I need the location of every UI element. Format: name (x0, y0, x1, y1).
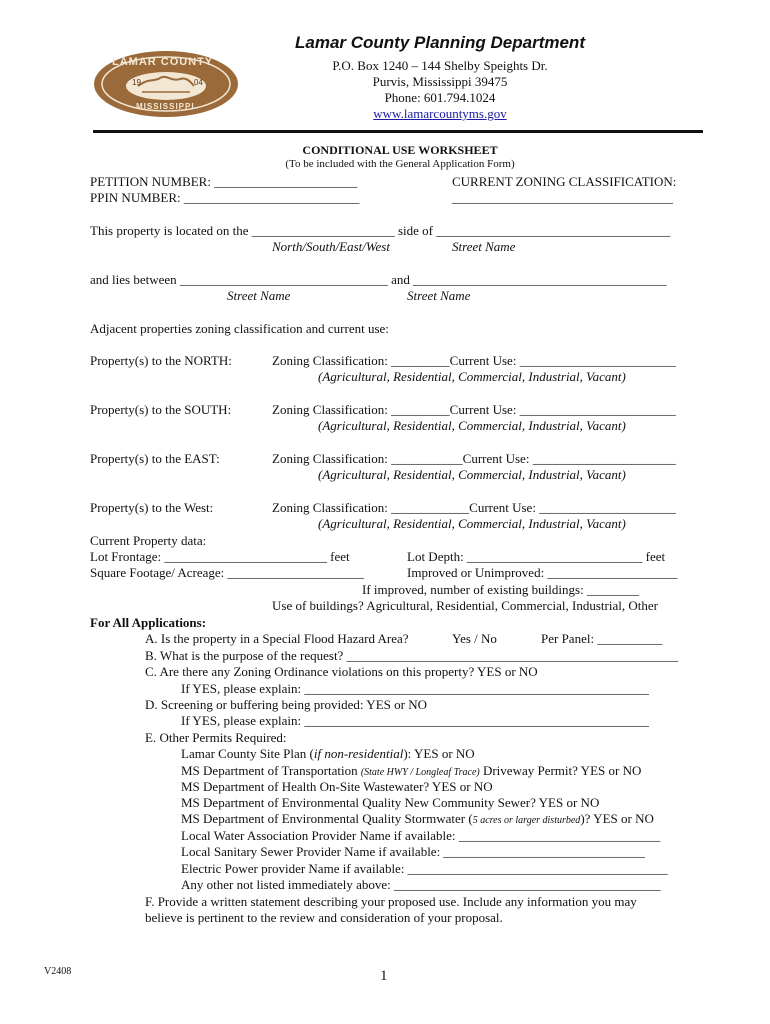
website-link[interactable]: www.lamarcountyms.gov (373, 106, 507, 121)
county-logo (90, 48, 242, 120)
question-f-line-2: believe is pertinent to the review and consideration of your proposal. (145, 910, 503, 925)
address-line-2: Purvis, Mississippi 39475 (372, 74, 508, 89)
square-footage-field[interactable]: Square Footage/ Acreage: _____________________ (90, 565, 365, 580)
water-provider-field[interactable]: Local Water Association Provider Name if available: _______________________________ (181, 828, 661, 843)
petition-number-field[interactable]: PETITION NUMBER: ______________________ (90, 174, 358, 189)
permit-transportation-answer: Driveway Permit? YES or NO (479, 763, 642, 778)
header-divider (93, 130, 703, 133)
question-b-field[interactable]: B. What is the purpose of the request? ___________________________________________________ (145, 648, 679, 663)
permit-transportation-text: MS Department of Transportation (181, 763, 361, 778)
permit-transportation-note: (State HWY / Longleaf Trace) (360, 767, 480, 778)
adjacent-east-field[interactable]: Zoning Classification: ___________Current Use: ______________________ (272, 451, 676, 466)
question-d[interactable]: D. Screening or buffering being provided: YES or NO (145, 697, 427, 712)
phone-number: Phone: 601.794.1024 (384, 90, 496, 105)
question-e: E. Other Permits Required: (145, 730, 287, 745)
existing-buildings-field[interactable]: If improved, number of existing buildings: ________ (362, 582, 639, 597)
question-a-yes-no[interactable]: Yes / No (452, 631, 497, 646)
permit-site-plan-answer: ): YES or NO (403, 746, 475, 761)
between-hint-2: Street Name (407, 288, 471, 303)
version-label: V2408 (44, 966, 72, 977)
adjacent-north-hint: (Agricultural, Residential, Commercial, Industrial, Vacant) (318, 369, 626, 384)
logo-year-right: 04 (194, 78, 203, 87)
use-of-buildings: Use of buildings? Agricultural, Residential, Commercial, Industrial, Other (272, 598, 658, 613)
permit-stormwater-text: MS Department of Environmental Quality Stormwater ( (181, 811, 473, 826)
address-line-1: P.O. Box 1240 – 144 Shelby Speights Dr. (332, 58, 548, 73)
lot-frontage-field[interactable]: Lot Frontage: _________________________ feet (90, 549, 350, 564)
question-c[interactable]: C. Are there any Zoning Ordinance violations on this property? YES or NO (145, 664, 538, 679)
question-f-line-1: F. Provide a written statement describing your proposed use. Include any information you may (145, 894, 637, 909)
between-line[interactable]: and lies between ________________________________ and _______________________________________ (90, 272, 667, 287)
permit-stormwater-answer: )? YES or NO (580, 811, 654, 826)
electric-provider-field[interactable]: Electric Power provider Name if available: ________________________________________ (181, 861, 668, 876)
permit-site-plan-note: if non-residential (313, 746, 404, 761)
ppin-number-field[interactable]: PPIN NUMBER: ___________________________ (90, 190, 360, 205)
adjacent-west-hint: (Agricultural, Residential, Commercial, Industrial, Vacant) (318, 516, 626, 531)
permit-transportation[interactable] (181, 763, 641, 779)
adjacent-east-hint: (Agricultural, Residential, Commercial, Industrial, Vacant) (318, 467, 626, 482)
question-d-explain-field[interactable]: If YES, please explain: _____________________________________________________ (181, 713, 649, 728)
logo-top-text: LAMAR COUNTY (112, 56, 214, 68)
location-line[interactable]: This property is located on the ______________________ side of ____________________________________ (90, 223, 671, 238)
improved-field[interactable]: Improved or Unimproved: ____________________ (407, 565, 678, 580)
between-hint-1: Street Name (227, 288, 291, 303)
lot-depth-field[interactable]: Lot Depth: ___________________________ feet (407, 549, 666, 564)
adjacent-south-label: Property(s) to the SOUTH: (90, 402, 232, 417)
department-title: Lamar County Planning Department (295, 33, 585, 52)
worksheet-subtitle: (To be included with the General Application Form) (285, 158, 515, 170)
adjacent-intro: Adjacent properties zoning classification and current use: (90, 321, 389, 336)
question-a: A. Is the property in a Special Flood Hazard Area? (145, 631, 409, 646)
question-a-panel-field[interactable]: Per Panel: __________ (541, 631, 663, 646)
logo-year-left: 19 (132, 78, 141, 87)
nsew-hint: North/South/East/West (272, 239, 390, 254)
adjacent-east-label: Property(s) to the EAST: (90, 451, 220, 466)
permit-sewer[interactable]: MS Department of Environmental Quality New Community Sewer? YES or NO (181, 795, 600, 810)
current-data-title: Current Property data: (90, 533, 207, 548)
adjacent-west-field[interactable]: Zoning Classification: ____________Current Use: _____________________ (272, 500, 676, 515)
all-applications-title: For All Applications: (90, 615, 207, 630)
adjacent-west-label: Property(s) to the West: (90, 500, 214, 515)
page-number: 1 (380, 968, 388, 984)
question-c-explain-field[interactable]: If YES, please explain: _____________________________________________________ (181, 681, 649, 696)
logo-bottom-text: MISSISSIPPI (136, 102, 195, 111)
permit-site-plan-text: Lamar County Site Plan ( (181, 746, 314, 761)
sewer-provider-field[interactable]: Local Sanitary Sewer Provider Name if available: _______________________________ (181, 844, 645, 859)
website-wrap (250, 106, 630, 122)
permit-stormwater[interactable] (181, 811, 654, 827)
worksheet-title: CONDITIONAL USE WORKSHEET (302, 143, 498, 157)
permit-stormwater-note: 5 acres or larger disturbed (472, 815, 581, 826)
permit-site-plan[interactable] (181, 746, 475, 762)
street-hint: Street Name (452, 239, 516, 254)
zoning-classification-label: CURRENT ZONING CLASSIFICATION: (452, 174, 677, 189)
adjacent-south-hint: (Agricultural, Residential, Commercial, Industrial, Vacant) (318, 418, 626, 433)
zoning-classification-field[interactable]: __________________________________ (452, 190, 673, 205)
adjacent-north-field[interactable]: Zoning Classification: _________Current Use: ________________________ (272, 353, 676, 368)
adjacent-south-field[interactable]: Zoning Classification: _________Current Use: ________________________ (272, 402, 676, 417)
other-permit-field[interactable]: Any other not listed immediately above: _________________________________________ (181, 877, 661, 892)
adjacent-north-label: Property(s) to the NORTH: (90, 353, 232, 368)
permit-health[interactable]: MS Department of Health On-Site Wastewater? YES or NO (181, 779, 493, 794)
